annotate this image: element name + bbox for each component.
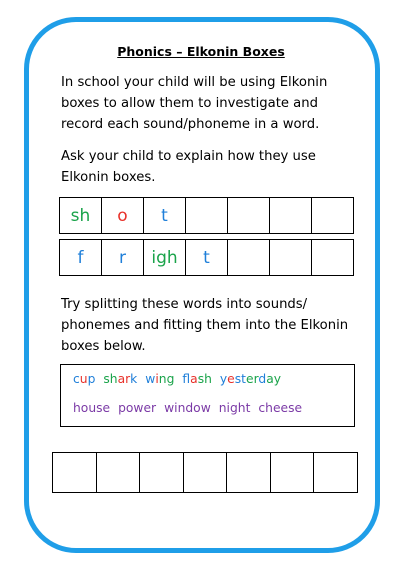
word-sound: house (73, 401, 111, 415)
word-sound: ng (158, 372, 175, 386)
practice-word (219, 401, 251, 415)
practice-word (73, 372, 95, 386)
elkonin-cell: r (102, 239, 144, 276)
practice-word (73, 401, 110, 415)
elkonin-cell: f (60, 239, 102, 276)
elkonin-box-row-fright (59, 239, 354, 276)
try-line: phonemes and fitting them into the Elkonin (61, 318, 349, 333)
practice-word (182, 372, 212, 386)
word-sound: s (234, 372, 242, 386)
elkonin-cell (270, 197, 312, 234)
try-line: boxes below. (61, 339, 146, 354)
intro-paragraph (61, 72, 361, 135)
elkonin-cell (228, 197, 270, 234)
elkonin-cell (312, 239, 354, 276)
word-sound: t (241, 372, 246, 386)
elkonin-cell (271, 452, 315, 493)
empty-elkonin-box-row (52, 452, 358, 493)
word-sound: w (145, 372, 156, 386)
elkonin-cell (186, 197, 228, 234)
elkonin-cell: igh (144, 239, 186, 276)
word-sound: p (87, 372, 96, 386)
elkonin-cell (228, 239, 270, 276)
practice-word (103, 372, 137, 386)
elkonin-cell (227, 452, 271, 493)
try-line: Try splitting these words into sounds/ (61, 297, 308, 312)
word-sound: c (73, 372, 80, 386)
word-sound: y (219, 372, 228, 386)
practice-word (258, 401, 302, 415)
elkonin-cell (53, 452, 97, 493)
word-sound: u (79, 372, 88, 386)
word-sound: ar (117, 372, 131, 386)
elkonin-box-row-shot (59, 197, 354, 234)
intro-line: boxes to allow them to investigate and (61, 96, 318, 111)
try-paragraph (61, 294, 361, 357)
elkonin-cell (140, 452, 184, 493)
word-sound: er (246, 372, 259, 386)
word-sound: ay (266, 372, 282, 386)
word-sound: power (118, 401, 157, 415)
word-sound: a (190, 372, 198, 386)
word-sound: k (130, 372, 138, 386)
word-sound: cheese (258, 401, 303, 415)
word-sound: d (258, 372, 267, 386)
word-sound: f (182, 372, 191, 386)
practice-word (164, 401, 211, 415)
word-sound: window (164, 401, 211, 415)
elkonin-cell: t (186, 239, 228, 276)
word-sound: night (218, 401, 251, 415)
practice-word (220, 372, 281, 386)
word-sound: e (227, 372, 235, 386)
elkonin-cell (270, 239, 312, 276)
elkonin-cell (312, 197, 354, 234)
elkonin-cell: t (144, 197, 186, 234)
ask-line: Ask your child to explain how they use (61, 149, 316, 164)
practice-word (118, 401, 156, 415)
elkonin-cell: sh (60, 197, 102, 234)
word-sound: sh (197, 372, 212, 386)
word-list-row (73, 372, 289, 386)
word-sound: i (155, 372, 159, 386)
elkonin-cell (184, 452, 228, 493)
page-title: Phonics – Elkonin Boxes (117, 44, 285, 59)
elkonin-cell (314, 452, 358, 493)
word-list-row (73, 401, 310, 415)
intro-line: In school your child will be using Elkonin (61, 75, 328, 90)
intro-line: record each sound/phoneme in a word. (61, 117, 320, 132)
elkonin-cell (97, 452, 141, 493)
word-sound: sh (103, 372, 118, 386)
word-list-box (60, 364, 355, 427)
elkonin-cell: o (102, 197, 144, 234)
ask-paragraph (61, 146, 361, 188)
practice-word (145, 372, 174, 386)
ask-line: Elkonin boxes. (61, 170, 156, 185)
